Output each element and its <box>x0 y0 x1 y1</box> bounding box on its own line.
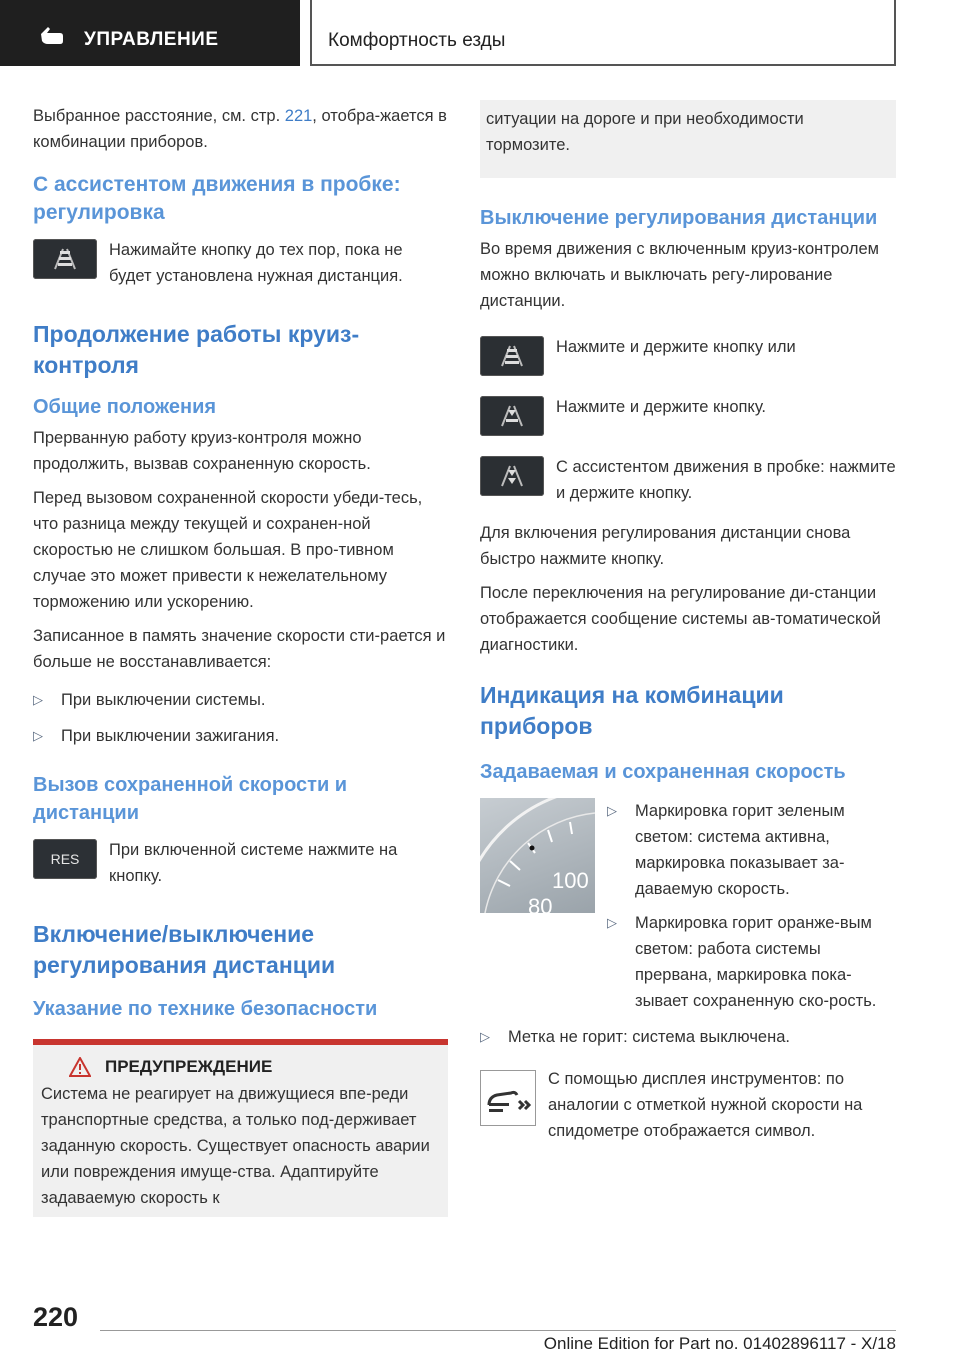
footer-divider <box>100 1330 896 1331</box>
right-column <box>480 100 896 1144</box>
section-title: УПРАВЛЕНИЕ <box>84 29 219 50</box>
intro-text: Выбранное расстояние, см. стр. <box>33 107 281 125</box>
distance-icon <box>33 239 97 279</box>
traffic-assist-icon <box>480 456 544 496</box>
edition-text: Online Edition for Part no. 01402896117 - X/18 <box>543 1334 896 1353</box>
page-number: 220 <box>33 1302 79 1332</box>
distance-button[interactable] <box>33 239 97 279</box>
speed-100-label: 100 <box>552 868 589 893</box>
recall-text: При включенной системе нажмите на кнопку. <box>109 841 398 885</box>
list-item <box>33 723 448 749</box>
heading-continue: Продолжение работы круиз-контроля <box>33 321 360 378</box>
list-item <box>33 687 448 713</box>
speed-bullets <box>607 798 896 1014</box>
heading-off: Выключение регулирования дистанции <box>480 207 878 229</box>
distance-button-1[interactable] <box>480 336 544 376</box>
heading-onoff: Включение/выключение регулирования дистанции <box>33 921 336 978</box>
paragraph-3: Записанное в память значение скорости сти-рается и больше не восстанавливается: <box>33 627 446 671</box>
bullet-text: При выключении системы. <box>61 691 266 709</box>
display-symbol <box>480 1070 536 1126</box>
button-1-text: Нажмите и держите кнопку или <box>556 338 796 356</box>
warning-text: Система не реагирует на движущиеся впе-реди транспортные средства, а только под-держивает заданную скорость. Существует опасность аварии или повреждения имуще-ства. Адаптируйте задаваемую скорость к <box>41 1085 430 1207</box>
bullet-text: При выключении зажигания. <box>61 727 280 745</box>
page-link[interactable]: 221 <box>284 107 313 125</box>
bullet-text: Маркировка горит оранже-вым светом: работа системы прервана, маркировка пока-зывает сохраненную ско-рость. <box>635 914 877 1010</box>
chapter-tab <box>310 0 896 66</box>
list-item <box>607 798 896 902</box>
button-3-text: С ассистентом движения в пробке: нажмите и держите кнопку. <box>556 458 896 502</box>
triangle-bullet-icon: ▷ <box>33 728 43 743</box>
button-2-text: Нажмите и держите кнопку. <box>556 398 767 416</box>
chapter-title: Комфортность езды <box>328 30 506 51</box>
warning-box <box>33 1039 448 1217</box>
warning-triangle-icon <box>69 1057 91 1077</box>
warning-continued-text: ситуации на дороге и при необходимости тормозите. <box>486 110 804 154</box>
distance-button-2[interactable] <box>480 396 544 436</box>
distance-icon <box>480 336 544 376</box>
list-item <box>607 910 896 1014</box>
heading-display: Индикация на комбинации приборов <box>480 682 784 739</box>
triangle-bullet-icon: ▷ <box>480 1029 490 1044</box>
button-row-1 <box>480 334 896 376</box>
triangle-bullet-icon: ▷ <box>33 692 43 707</box>
speedometer-image <box>480 798 595 913</box>
intro-text-post: , отобра-жается в комбинации приборов. <box>33 107 447 151</box>
traffic-button-row <box>33 237 448 289</box>
bullet-text: Маркировка горит зеленым светом: система активна, маркировка показывает за-даваемую скорость. <box>635 802 845 898</box>
button-row-3 <box>480 454 896 506</box>
list-item <box>480 1024 896 1050</box>
triangle-bullet-icon: ▷ <box>607 803 617 818</box>
warning-title: ПРЕДУПРЕЖДЕНИЕ <box>105 1057 273 1076</box>
button-row-2 <box>480 394 896 436</box>
heading-traffic-adjust: С ассистентом движения в пробке: регулировка <box>33 173 401 224</box>
bullet-text: Метка не горит: система выключена. <box>508 1028 790 1046</box>
speedometer-dial <box>480 798 595 913</box>
paragraph-1: Прерванную работу круиз-контроля можно продолжить, вызвав сохраненную скорость. <box>33 429 371 473</box>
paragraph-after: После переключения на регулирование ди-станции отображается сообщение системы ав-томатической диагностики. <box>480 584 881 654</box>
speed-row <box>480 798 896 1014</box>
heading-general: Общие положения <box>33 396 217 418</box>
display-text: С помощью дисплея инструментов: по аналогии с отметкой нужной скорости на спидометре отображается символ. <box>548 1070 863 1140</box>
display-row <box>480 1070 896 1144</box>
heading-speed: Задаваемая и сохраненная скорость <box>480 761 846 783</box>
heading-safety: Указание по технике безопасности <box>33 998 378 1020</box>
section-tab <box>0 0 300 66</box>
cruise-distance-icon <box>481 1071 537 1127</box>
triangle-bullet-icon: ▷ <box>607 915 617 930</box>
hand-icon <box>38 22 66 46</box>
warning-header <box>41 1057 440 1077</box>
left-column <box>33 100 448 1217</box>
paragraph-off: Во время движения с включенным круиз-контролем можно включать и выключать регу-лирование дистанции. <box>480 240 879 310</box>
heading-recall: Вызов сохраненной скорости и дистанции <box>33 774 348 824</box>
paragraph-2: Перед вызовом сохраненной скорости убеди-тесь, что разница между текущей и сохранен-ной скоростью не слишком большая. В про-тивном случае это может привести к нежелательному торможению или ускорению. <box>33 489 423 611</box>
recall-button-row <box>33 837 448 889</box>
res-button[interactable]: RES <box>33 839 97 879</box>
speed-80-label: 80 <box>528 894 553 913</box>
paragraph-on: Для включения регулирования дистанции снова быстро нажмите кнопку. <box>480 524 851 568</box>
warning-continued <box>480 100 896 178</box>
traffic-text: Нажимайте кнопку до тех пор, пока не будет установлена нужная дистанция. <box>109 241 403 285</box>
distance-button-3[interactable] <box>480 456 544 496</box>
intro-paragraph <box>33 103 448 155</box>
distance-down-icon <box>480 396 544 436</box>
